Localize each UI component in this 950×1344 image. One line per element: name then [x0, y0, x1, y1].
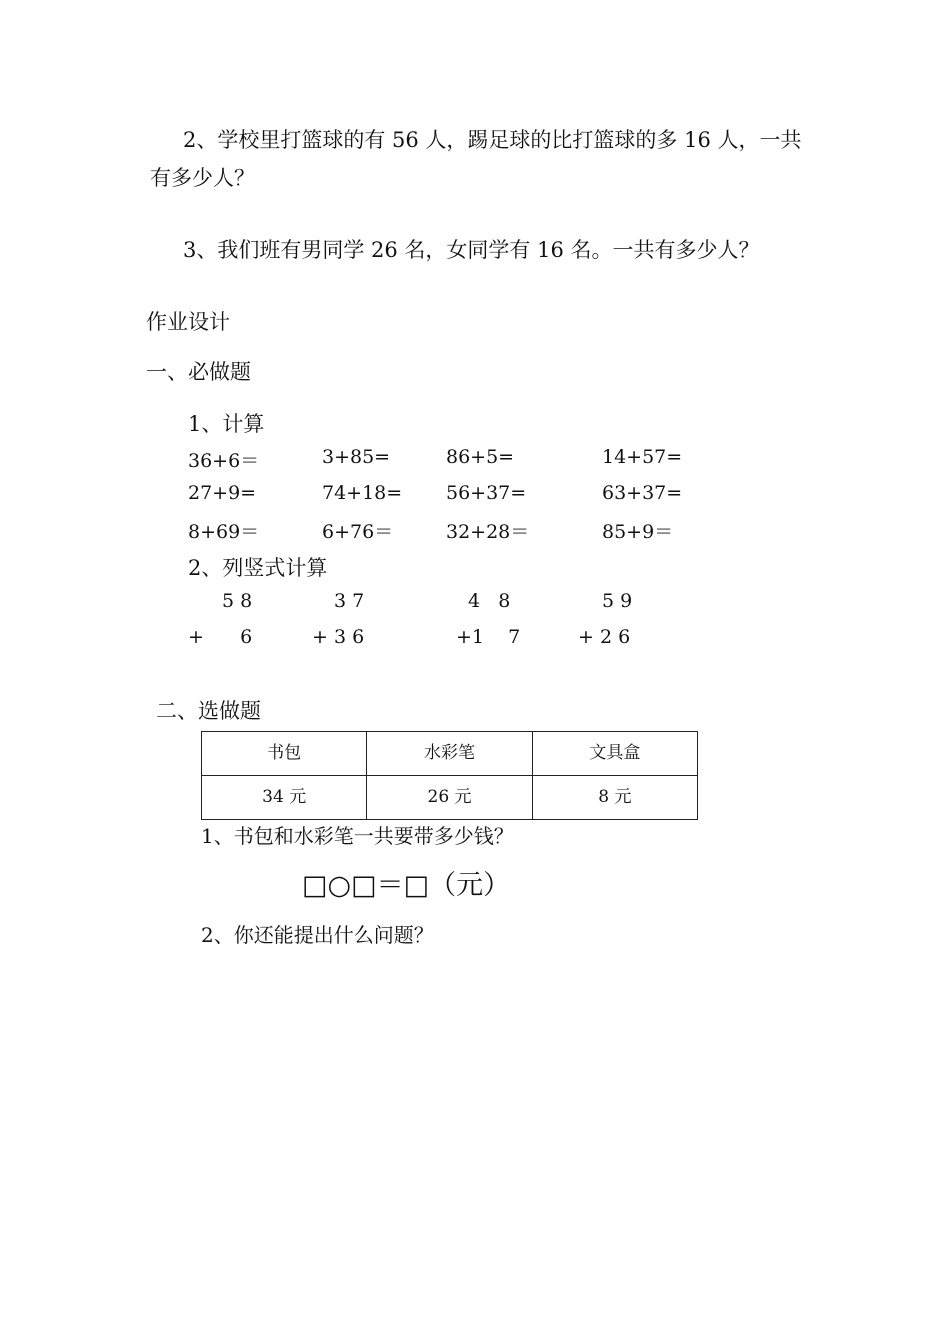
vertical-bottom: + 3 6 [312, 626, 365, 648]
calc-cell: 56+37= [446, 482, 527, 504]
required-heading: 一、必做题 [146, 360, 251, 384]
homework-title: 作业设计 [146, 310, 230, 334]
vertical-top: 4 8 [468, 590, 511, 612]
table-header-cell: 水彩笔 [367, 732, 532, 776]
calc-cell: 6+76＝ [322, 521, 394, 543]
calc-cell: 63+37= [602, 482, 683, 504]
table-cell: 34 元 [202, 776, 367, 820]
vertical-heading: 2、列竖式计算 [188, 556, 328, 580]
calc-cell: 74+18= [322, 482, 403, 504]
table-row [202, 776, 698, 820]
vertical-top: 5 8 [222, 590, 253, 612]
optional-heading: 二、选做题 [156, 699, 261, 723]
calc-cell: 3+85= [322, 446, 391, 468]
calc-cell: 27+9= [188, 482, 257, 504]
table-header-cell: 书包 [202, 732, 367, 776]
answer-formula: □○□＝□（元） [302, 870, 511, 901]
vertical-top: 3 7 [334, 590, 365, 612]
calc-cell: 14+57= [602, 446, 683, 468]
question-2: 2、你还能提出什么问题？ [201, 923, 434, 947]
calc-cell: 36+6＝ [188, 450, 260, 472]
vertical-top: 5 9 [602, 590, 633, 612]
vertical-bottom: + 2 6 [578, 626, 631, 648]
calc-cell: 8+69＝ [188, 521, 260, 543]
table-cell: 8 元 [532, 776, 697, 820]
problem-2-line-1: 2、学校里打篮球的有 56 人，踢足球的比打篮球的多 16 人，一共 [183, 128, 802, 152]
calc-cell: 32+28＝ [446, 521, 530, 543]
table-header-cell: 文具盒 [532, 732, 697, 776]
price-table [201, 731, 698, 820]
calc-cell: 85+9＝ [602, 521, 674, 543]
table-header-row [202, 732, 698, 776]
calc-heading: 1、计算 [188, 412, 265, 436]
problem-3: 3、我们班有男同学 26 名，女同学有 16 名。一共有多少人？ [183, 238, 760, 262]
problem-2-line-2: 有多少人？ [150, 166, 255, 190]
question-1: 1、书包和水彩笔一共要带多少钱？ [201, 824, 514, 848]
vertical-bottom: + 6 [188, 626, 253, 648]
calc-cell: 86+5= [446, 446, 515, 468]
vertical-bottom: +1 7 [456, 626, 521, 648]
table-cell: 26 元 [367, 776, 532, 820]
